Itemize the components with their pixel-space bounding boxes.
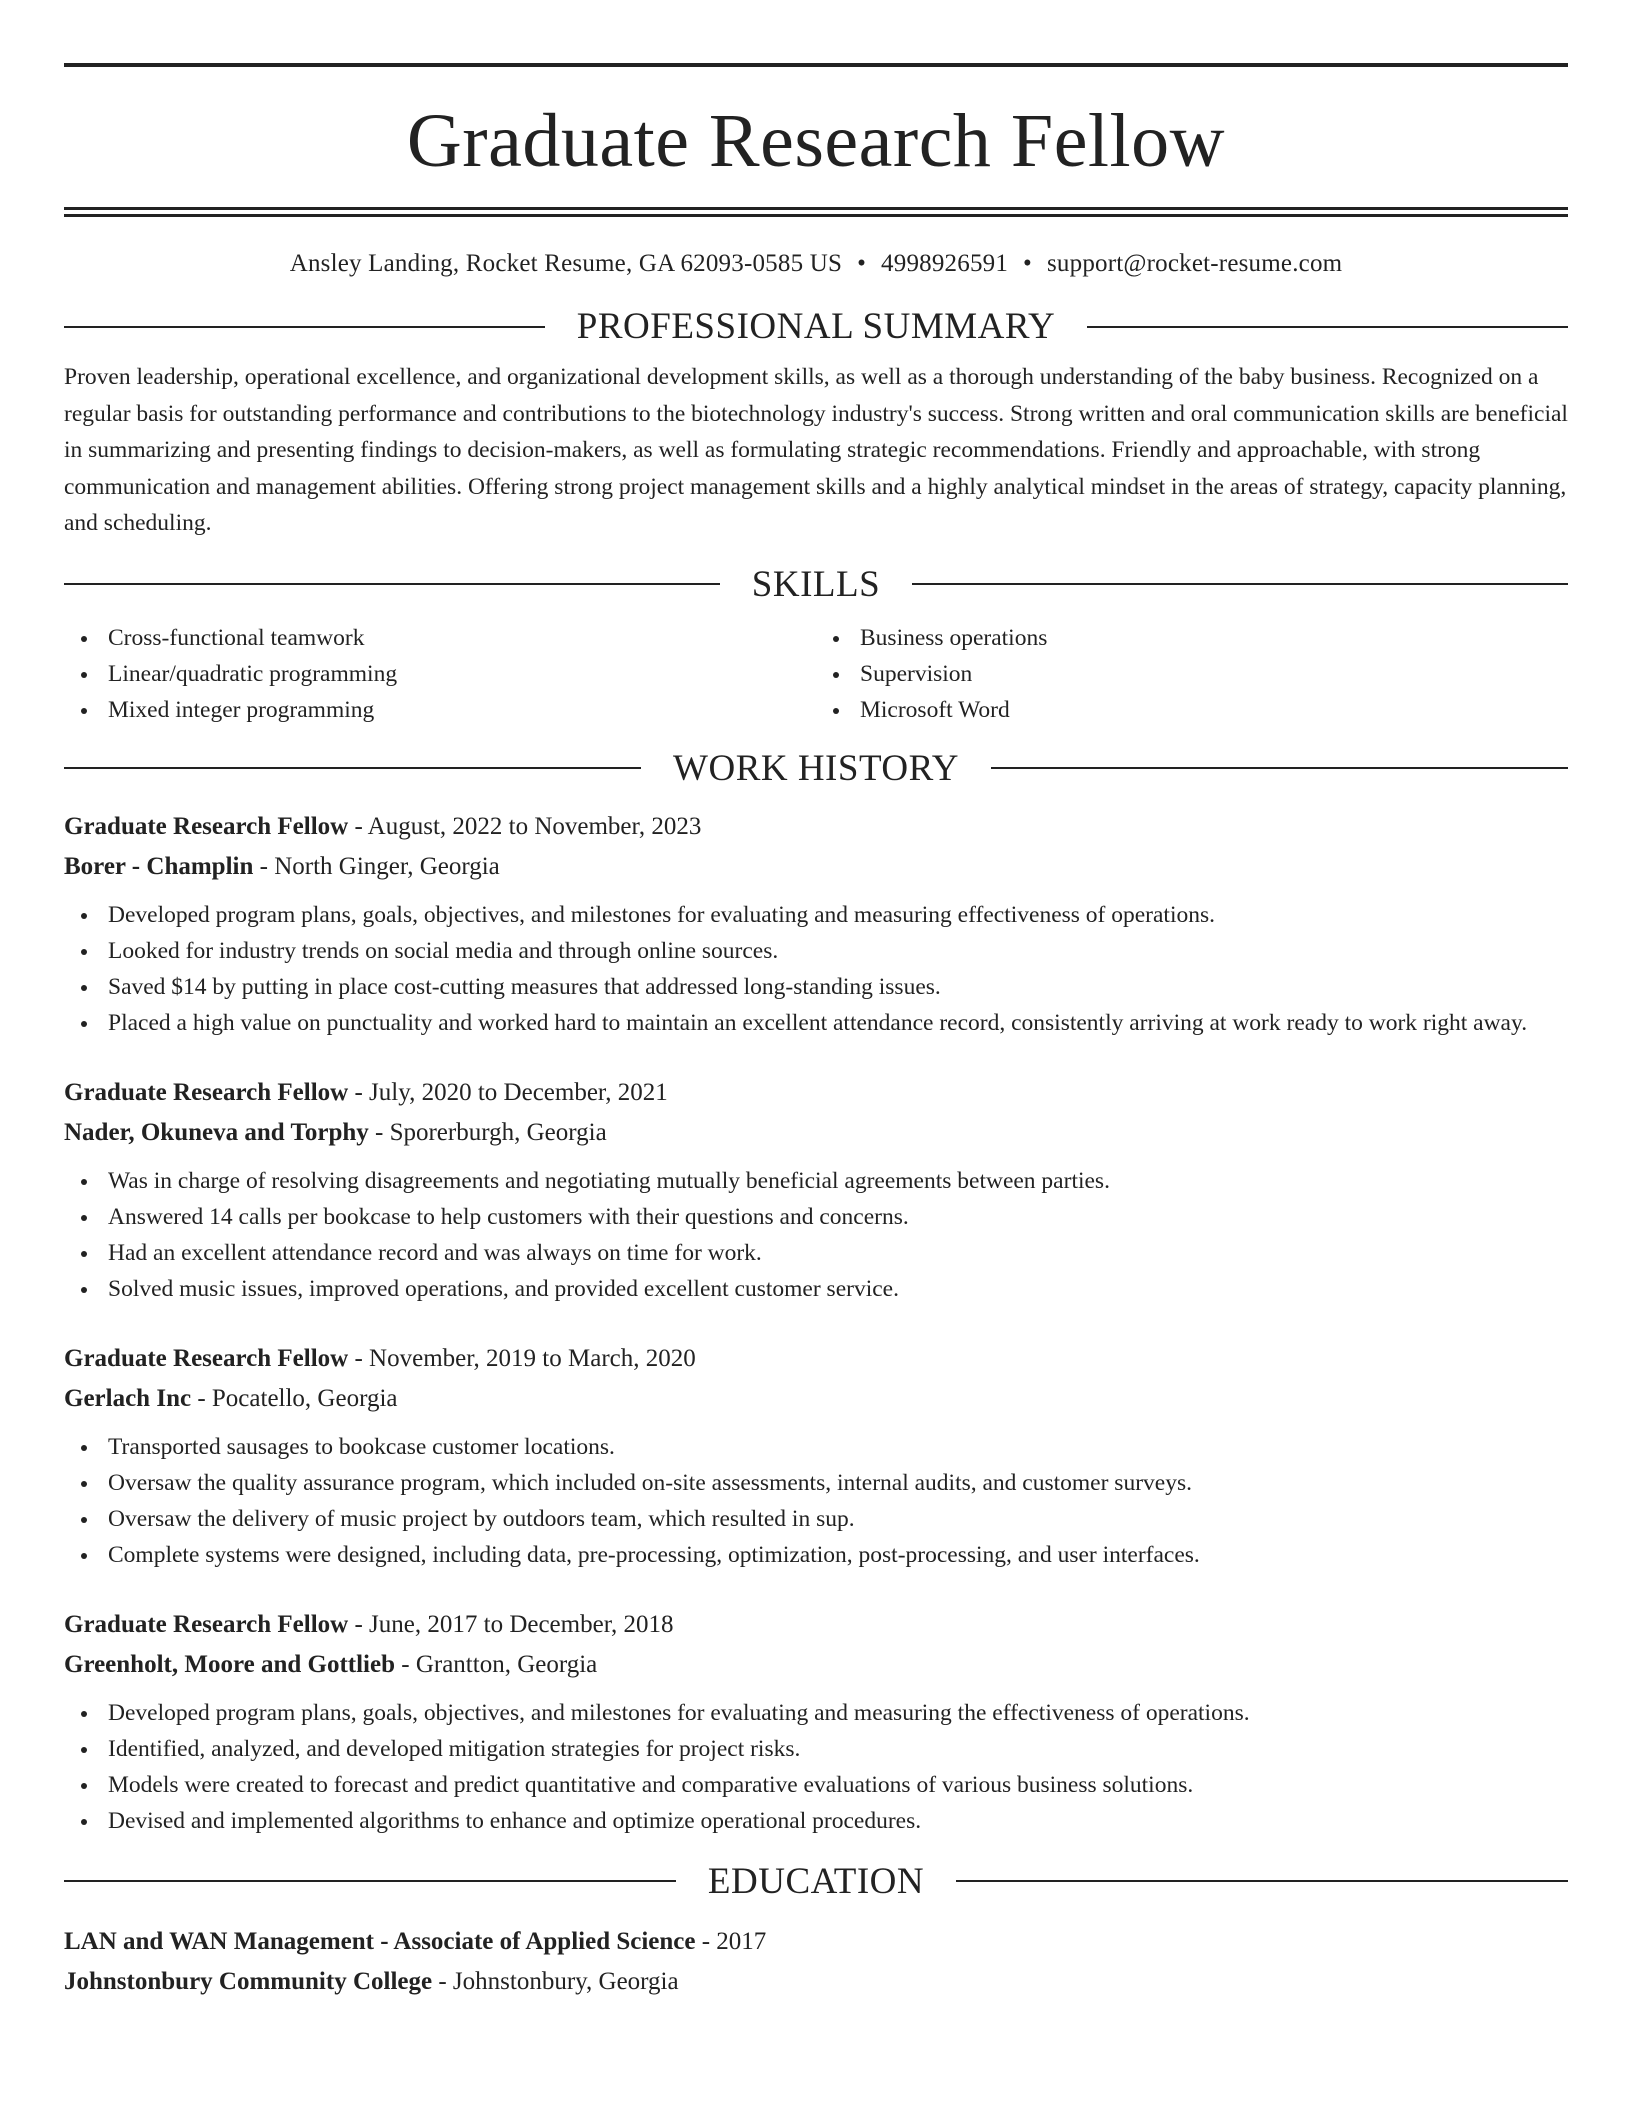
job-title: Graduate Research Fellow	[64, 812, 349, 840]
contact-email[interactable]: support@rocket-resume.com	[1047, 250, 1343, 277]
job-location: - Pocatello, Georgia	[197, 1384, 398, 1412]
job-bullet: Developed program plans, goals, objectives, and milestones for evaluating and measuring effectiveness of operations.	[108, 897, 1568, 933]
job-title-line	[64, 807, 1568, 847]
education-degree-line	[64, 1922, 1568, 1962]
job-company: Borer - Champlin	[64, 852, 254, 880]
education-heading	[64, 1860, 1568, 1902]
skills-heading-label: SKILLS	[751, 563, 881, 605]
job-entry	[64, 1339, 1568, 1573]
skill-item: Microsoft Word	[860, 692, 1568, 728]
job-bullet: Models were created to forecast and predict quantitative and comparative evaluations of various business solutions.	[108, 1767, 1568, 1803]
heading-rule-right	[1087, 326, 1568, 328]
contact-phone: 4998926591	[881, 250, 1009, 277]
contact-separator: •	[857, 250, 867, 277]
job-bullets	[64, 1695, 1568, 1839]
heading-rule-right	[956, 1880, 1568, 1882]
job-location: - North Ginger, Georgia	[259, 852, 500, 880]
job-bullets	[64, 897, 1568, 1041]
job-bullet: Was in charge of resolving disagreements and negotiating mutually beneficial agreements between parties.	[108, 1163, 1568, 1199]
education-year: - 2017	[701, 1927, 767, 1955]
heading-rule-left	[64, 583, 720, 585]
job-company-line	[64, 1379, 1568, 1419]
job-bullet: Complete systems were designed, including data, pre-processing, optimization, post-processing, and user interfaces.	[108, 1537, 1568, 1573]
skills-column-left	[64, 620, 816, 728]
job-bullet: Oversaw the quality assurance program, which included on-site assessments, internal audits, and customer surveys.	[108, 1465, 1568, 1501]
job-dates: - November, 2019 to March, 2020	[354, 1344, 696, 1372]
job-bullets	[64, 1163, 1568, 1307]
job-entry	[64, 1605, 1568, 1839]
job-entry	[64, 807, 1568, 1041]
education-entry	[64, 1922, 1568, 2002]
job-dates: - July, 2020 to December, 2021	[354, 1078, 668, 1106]
job-bullet: Identified, analyzed, and developed mitigation strategies for project risks.	[108, 1731, 1568, 1767]
job-title: Graduate Research Fellow	[64, 1078, 349, 1106]
skill-item: Linear/quadratic programming	[108, 656, 816, 692]
job-dates: - June, 2017 to December, 2018	[354, 1610, 674, 1638]
job-title: Graduate Research Fellow	[64, 1344, 349, 1372]
contact-separator: •	[1023, 250, 1032, 277]
education-school-line	[64, 1962, 1568, 2002]
job-company-line	[64, 1645, 1568, 1685]
job-bullet: Devised and implemented algorithms to enhance and optimize operational procedures.	[108, 1803, 1568, 1839]
job-bullet: Answered 14 calls per bookcase to help customers with their questions and concerns.	[108, 1199, 1568, 1235]
heading-rule-left	[64, 326, 545, 328]
job-location: - Grantton, Georgia	[401, 1650, 598, 1678]
job-title-line	[64, 1605, 1568, 1645]
resume-page	[64, 0, 1568, 2002]
job-bullet: Looked for industry trends on social media and through online sources.	[108, 933, 1568, 969]
job-bullet: Solved music issues, improved operations, and provided excellent customer service.	[108, 1271, 1568, 1307]
job-bullet: Saved $14 by putting in place cost-cutting measures that addressed long-standing issues.	[108, 969, 1568, 1005]
job-title-line	[64, 1339, 1568, 1379]
skill-item: Supervision	[860, 656, 1568, 692]
job-bullet: Transported sausages to bookcase customer locations.	[108, 1429, 1568, 1465]
education-location: - Johnstonbury, Georgia	[438, 1967, 679, 1995]
contact-address: Ansley Landing, Rocket Resume, GA 62093-0585 US	[289, 250, 843, 277]
job-bullets	[64, 1429, 1568, 1573]
job-dates: - August, 2022 to November, 2023	[354, 812, 702, 840]
summary-heading	[64, 308, 1568, 345]
contact-line	[64, 250, 1568, 278]
job-bullet: Had an excellent attendance record and was always on time for work.	[108, 1235, 1568, 1271]
skill-item: Cross-functional teamwork	[108, 620, 816, 656]
job-location: - Sporerburgh, Georgia	[375, 1118, 607, 1146]
heading-rule-left	[64, 767, 641, 769]
job-company-line	[64, 1113, 1568, 1153]
heading-rule-left	[64, 1880, 676, 1882]
job-title-line	[64, 1073, 1568, 1113]
education-school: Johnstonbury Community College	[64, 1967, 433, 1995]
education-degree: LAN and WAN Management - Associate of Applied Science	[64, 1927, 696, 1955]
work-heading-label: WORK HISTORY	[673, 747, 959, 789]
job-bullet: Placed a high value on punctuality and worked hard to maintain an excellent attendance record, consistently arriving at work ready to work right away.	[108, 1005, 1568, 1041]
education-heading-label: EDUCATION	[707, 1860, 925, 1902]
job-company-line	[64, 847, 1568, 887]
resume-title: Graduate Research Fellow	[406, 99, 1226, 183]
job-company: Gerlach Inc	[64, 1384, 192, 1412]
skills-heading	[64, 563, 1568, 605]
job-company: Greenholt, Moore and Gottlieb	[64, 1650, 395, 1678]
job-title: Graduate Research Fellow	[64, 1610, 349, 1638]
heading-rule-right	[991, 767, 1568, 769]
skills-list	[64, 620, 1568, 728]
job-bullet: Oversaw the delivery of music project by outdoors team, which resulted in sup.	[108, 1501, 1568, 1537]
heading-rule-right	[912, 583, 1568, 585]
title-double-rule	[64, 207, 1568, 217]
skill-item: Business operations	[860, 620, 1568, 656]
job-bullet: Developed program plans, goals, objectives, and milestones for evaluating and measuring the effectiveness of operations.	[108, 1695, 1568, 1731]
summary-text: Proven leadership, operational excellence, and organizational development skills, as well as a thorough understanding of the baby business. Recognized on a regular basis for outstanding performance and contributions to the biotechnology industry's success. Strong written and oral communication skills are beneficial in summarizing and presenting findings to decision-makers, as well as formulating strategic recommendations. Friendly and approachable, with strong communication and management abilities. Offering strong project management skills and a highly analytical mindset in the areas of strategy, capacity planning, and scheduling.	[64, 364, 1568, 536]
top-rule	[64, 63, 1568, 67]
skill-item: Mixed integer programming	[108, 692, 816, 728]
work-heading	[64, 747, 1568, 789]
job-entry	[64, 1073, 1568, 1307]
job-company: Nader, Okuneva and Torphy	[64, 1118, 369, 1146]
summary-heading-label: PROFESSIONAL SUMMARY	[576, 306, 1056, 347]
skills-column-right	[816, 620, 1568, 728]
